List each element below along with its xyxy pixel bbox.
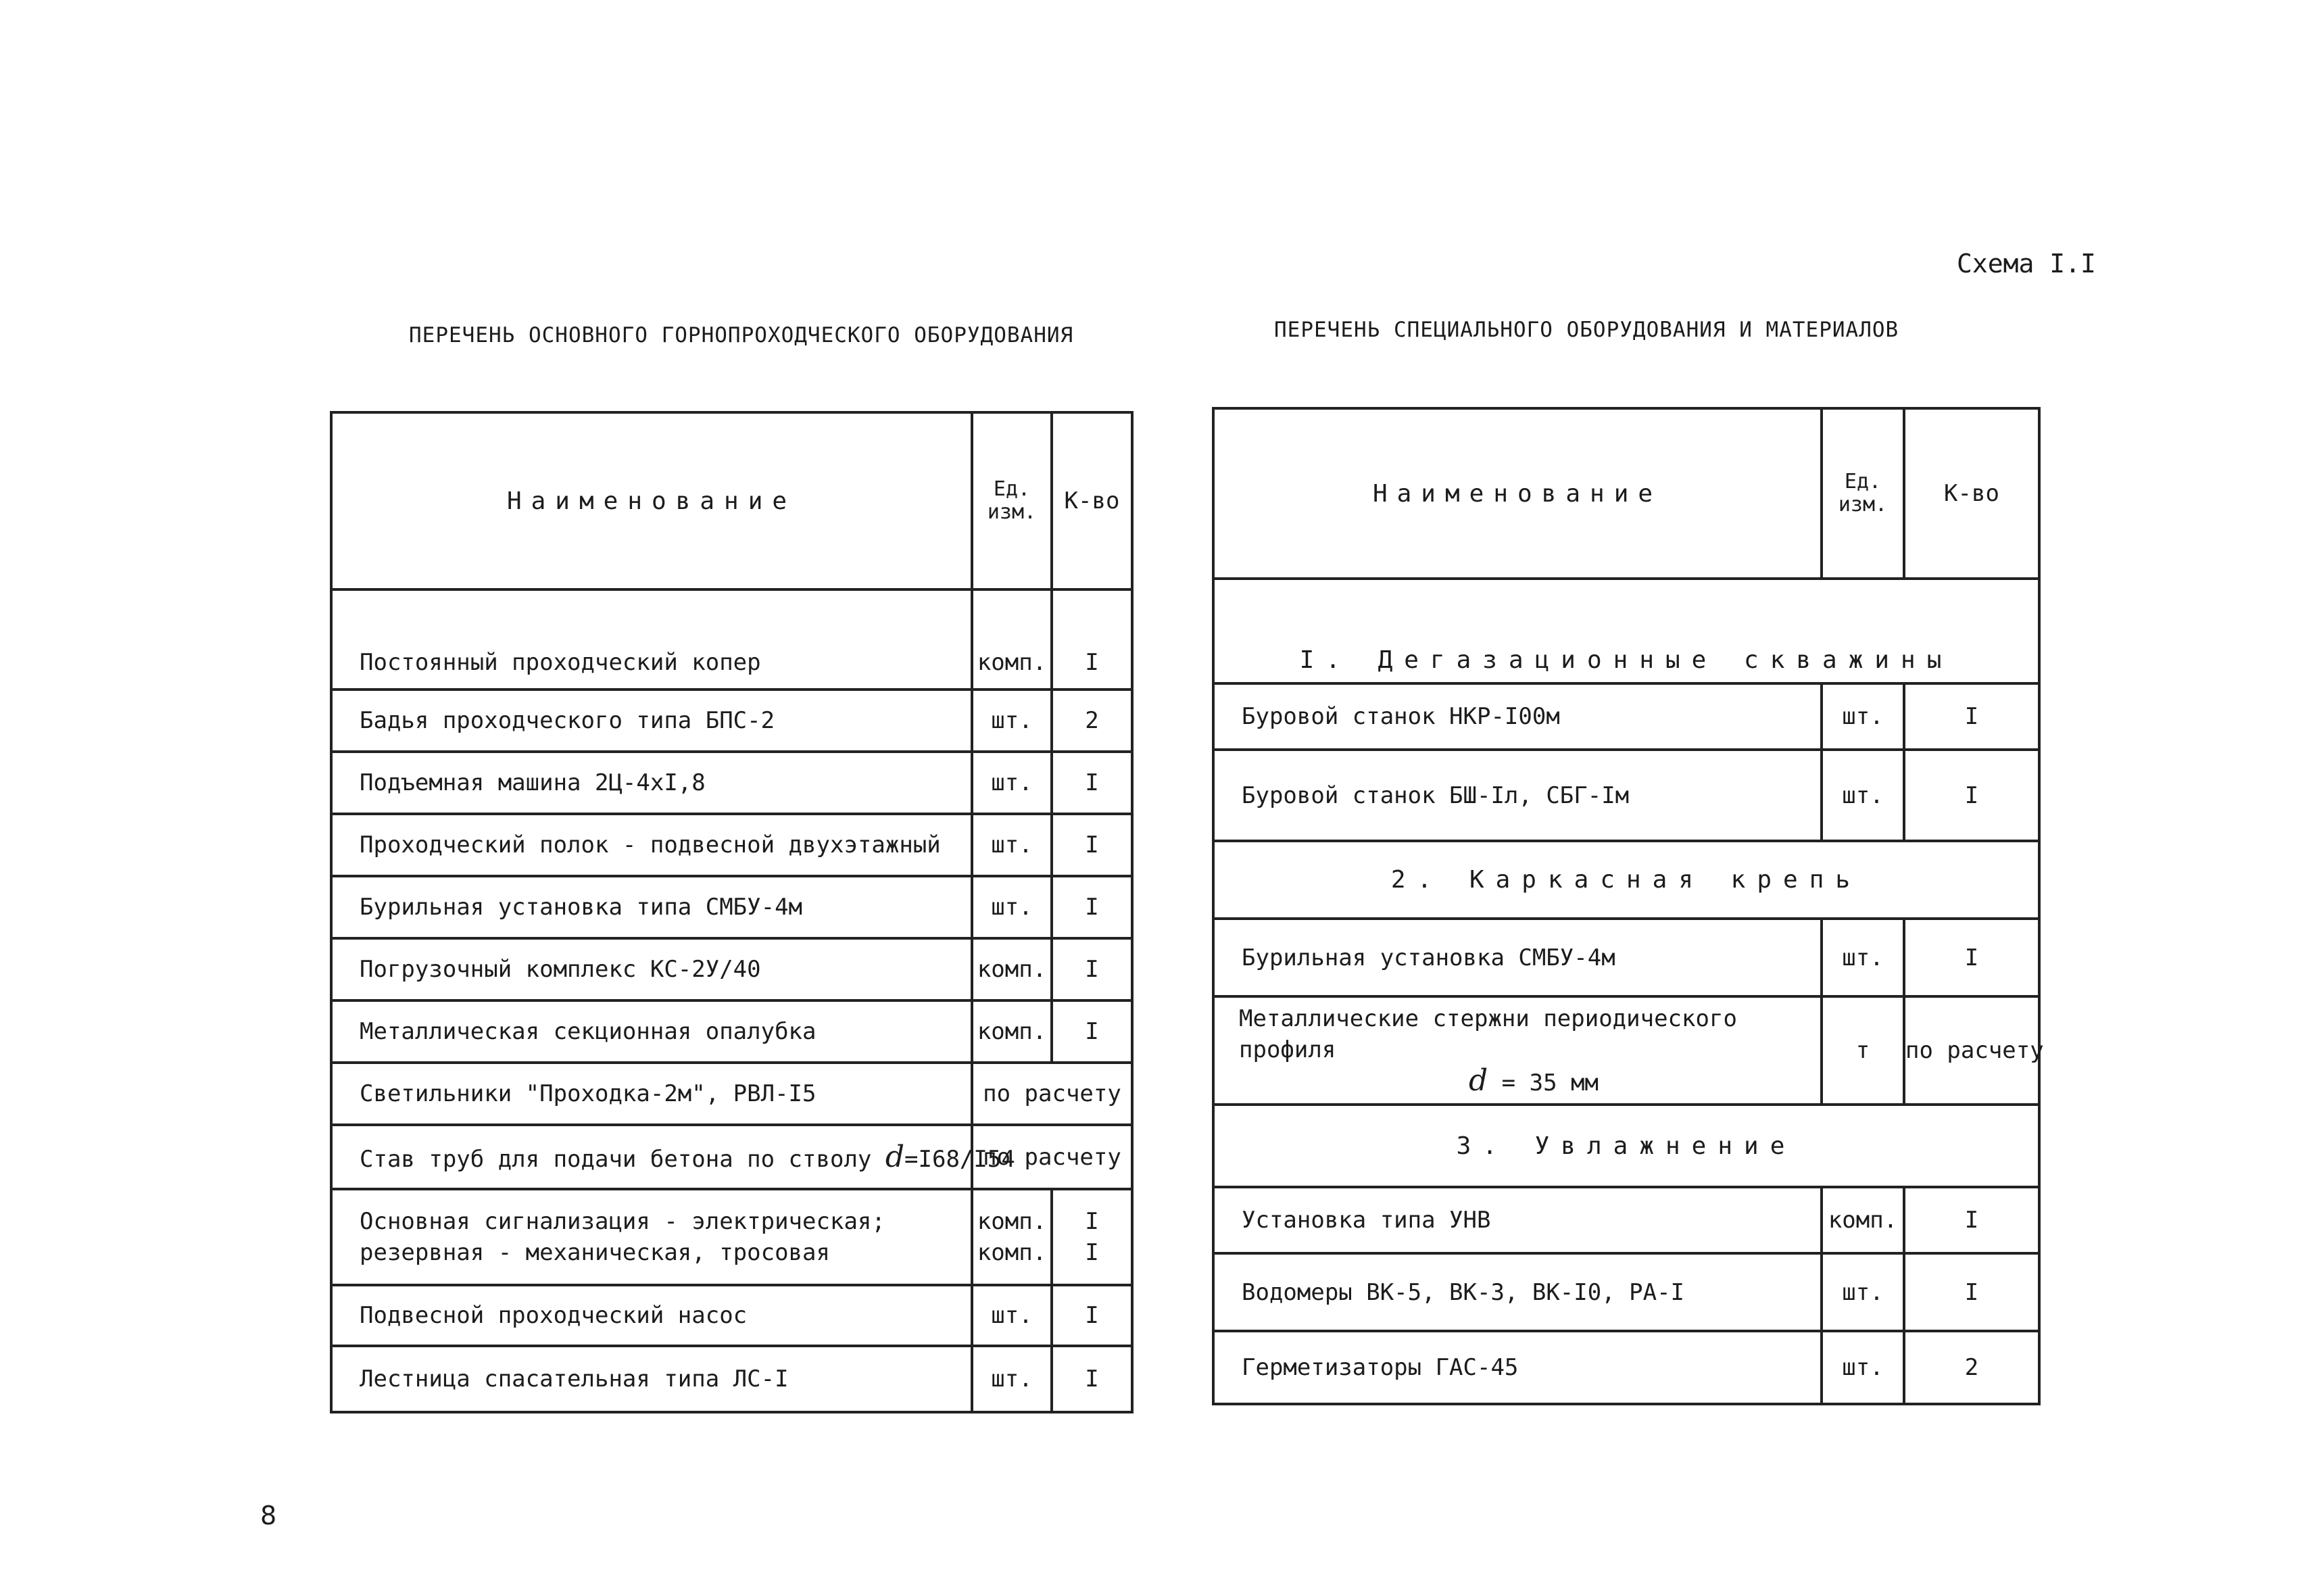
section-title-row [1213, 1105, 2039, 1187]
table-cell: Проходческий полок - подвесной двухэтажный [331, 814, 972, 876]
table-cell: I [1904, 1253, 2039, 1331]
table-cell: I I [1052, 1189, 1132, 1285]
section-title-row [1213, 579, 2039, 683]
page-number: 8 [260, 1501, 277, 1530]
table-cell: по расчету [1904, 996, 2039, 1105]
header-qty: К-во [1052, 412, 1132, 589]
table-cell: I [1052, 814, 1132, 876]
left-table-title: ПЕРЕЧЕНЬ ОСНОВНОГО ГОРНОПРОХОДЧЕСКОГО ОБОРУДОВАНИЯ [409, 323, 1074, 347]
special-equipment-table [1212, 407, 2044, 1405]
table-cell: Подвесной проходческий насос [331, 1285, 972, 1346]
header-unit: Ед. изм. [972, 412, 1052, 589]
table-cell: комп. [1822, 1187, 1904, 1253]
table-cell: шт. [1822, 683, 1904, 750]
table-cell: I [1904, 683, 2039, 750]
table-cell: I [1052, 752, 1132, 814]
table-cell: комп. комп. [972, 1189, 1052, 1285]
table-cell: шт. [972, 1285, 1052, 1346]
table-row [331, 752, 1132, 814]
table-row [331, 1285, 1132, 1346]
table-cell: I [1052, 1346, 1132, 1412]
table-row [1213, 1253, 2039, 1331]
table-cell: Установка типа УНВ [1213, 1187, 1822, 1253]
table-cell: по расчету [972, 1125, 1132, 1189]
table-cell: шт. [1822, 750, 1904, 841]
table-cell: шт. [1822, 1253, 1904, 1331]
table-row [331, 1000, 1132, 1063]
table-cell: комп. [972, 589, 1052, 690]
table-cell: 2 [1052, 690, 1132, 752]
table-cell: I. Дегазационные скважины [1213, 579, 2039, 683]
table-cell: комп. [972, 938, 1052, 1000]
table-cell: по расчету [972, 1063, 1132, 1125]
table-cell: I [1904, 1187, 2039, 1253]
table-header-row [1213, 408, 2039, 579]
table-row [331, 938, 1132, 1000]
table-cell: I [1052, 876, 1132, 938]
right-table-title: ПЕРЕЧЕНЬ СПЕЦИАЛЬНОГО ОБОРУДОВАНИЯ И МАТЕРИАЛОВ [1274, 318, 1899, 342]
header-name: Наименование [331, 412, 972, 589]
table-cell: Металлическая секционная опалубка [331, 1000, 972, 1063]
table-row [331, 1346, 1132, 1412]
table-cell: шт. [1822, 1331, 1904, 1404]
table-cell: шт. [972, 690, 1052, 752]
table-cell: Бадья проходческого типа БПС-2 [331, 690, 972, 752]
section-title-row [1213, 841, 2039, 919]
table-row [331, 876, 1132, 938]
table-row [331, 1189, 1132, 1285]
table-row [331, 690, 1132, 752]
table-cell: Герметизаторы ГАС-45 [1213, 1331, 1822, 1404]
table-cell: Погрузочный комплекс КС-2У/40 [331, 938, 972, 1000]
table-cell: I [1052, 1285, 1132, 1346]
table-cell: шт. [972, 876, 1052, 938]
table-cell: Подъемная машина 2Ц-4хI,8 [331, 752, 972, 814]
table-cell: Буровой станок БШ-Iл, СБГ-Iм [1213, 750, 1822, 841]
table-cell: Основная сигнализация - электрическая; резервная - механическая, тросовая [331, 1189, 972, 1285]
table-cell: шт. [1822, 919, 1904, 996]
table-row [331, 814, 1132, 876]
table-cell: I [1052, 1000, 1132, 1063]
table-cell: Металлические стержни периодического профиля d = 35 мм [1213, 996, 1822, 1105]
table-row [1213, 750, 2039, 841]
header-qty: К-во [1904, 408, 2039, 579]
table-cell: Став труб для подачи бетона по стволу d=I68/I54 [331, 1125, 972, 1189]
table-cell: шт. [972, 814, 1052, 876]
table-cell: Бурильная установка типа СМБУ-4м [331, 876, 972, 938]
table-header-row [331, 412, 1132, 589]
table-cell: Постоянный проходческий копер [331, 589, 972, 690]
table-cell: I [1052, 589, 1132, 690]
table-cell: I [1904, 750, 2039, 841]
table-row [1213, 996, 2039, 1105]
header-unit: Ед. изм. [1822, 408, 1904, 579]
table-cell: I [1052, 938, 1132, 1000]
table-row [331, 1125, 1132, 1189]
table-cell: I [1904, 919, 2039, 996]
table-cell: Бурильная установка СМБУ-4м [1213, 919, 1822, 996]
table-cell: т [1822, 996, 1904, 1105]
table-cell: шт. [972, 1346, 1052, 1412]
table-cell: Лестница спасательная типа ЛС-I [331, 1346, 972, 1412]
header-name: Наименование [1213, 408, 1822, 579]
table-cell: Светильники "Проходка-2м", РВЛ-I5 [331, 1063, 972, 1125]
table-row [1213, 919, 2039, 996]
table-cell: 3. Увлажнение [1213, 1105, 2039, 1187]
table-cell: 2. Каркасная крепь [1213, 841, 2039, 919]
scheme-label: Схема I.I [1957, 249, 2096, 279]
table-row [1213, 1331, 2039, 1404]
table-cell: Водомеры ВК-5, ВК-3, ВК-I0, РА-I [1213, 1253, 1822, 1331]
table-row [1213, 1187, 2039, 1253]
main-equipment-table [330, 411, 1134, 1413]
table-cell: комп. [972, 1000, 1052, 1063]
table-cell: 2 [1904, 1331, 2039, 1404]
table-cell: шт. [972, 752, 1052, 814]
table-row [331, 589, 1132, 690]
table-cell: Буровой станок НКР-I00м [1213, 683, 1822, 750]
table-row [331, 1063, 1132, 1125]
table-row [1213, 683, 2039, 750]
